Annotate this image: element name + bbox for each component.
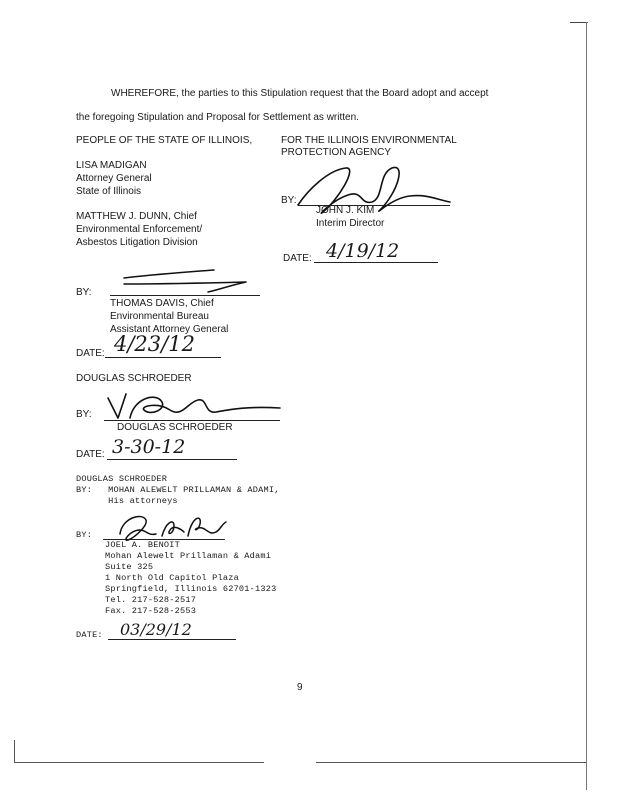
- chief-division-2: Asbestos Litigation Division: [76, 237, 198, 248]
- scan-mark-left-edge: [14, 740, 15, 762]
- attorneys-line-3: His attorneys: [76, 496, 178, 506]
- schroeder-date-label: DATE:: [76, 449, 105, 460]
- agency-heading-1: FOR THE ILLINOIS ENVIRONMENTAL: [281, 135, 457, 146]
- scan-mark-right-edge: [586, 22, 587, 790]
- schroeder-by-label: BY:: [76, 409, 92, 420]
- davis-date-line: [105, 357, 221, 358]
- attorneys-line-2: BY: MOHAN ALEWELT PRILLAMAN & ADAMI,: [76, 485, 280, 495]
- ag-state: State of Illinois: [76, 186, 142, 197]
- davis-title-2: Assistant Attorney General: [110, 324, 229, 335]
- agency-date-line: [314, 262, 438, 263]
- scan-mark-bottom-right: [316, 762, 586, 763]
- people-heading: PEOPLE OF THE STATE OF ILLINOIS,: [76, 135, 253, 146]
- benoit-address-3: 1 North Old Capitol Plaza: [105, 573, 239, 583]
- benoit-address-1: Mohan Alewelt Prillaman & Adami: [105, 551, 272, 561]
- benoit-name: JOEL A. BENOIT: [105, 540, 180, 550]
- schroeder-date-value: 3-30-12: [112, 436, 186, 458]
- agency-heading-2: PROTECTION AGENCY: [281, 147, 392, 158]
- chief-name: MATTHEW J. DUNN, Chief: [76, 211, 197, 222]
- schroeder-heading: DOUGLAS SCHROEDER: [76, 373, 192, 384]
- davis-name: THOMAS DAVIS, Chief: [110, 298, 214, 309]
- benoit-by-label: BY:: [76, 530, 93, 540]
- schroeder-signer-name: DOUGLAS SCHROEDER: [117, 422, 233, 433]
- agency-signer-title: Interim Director: [316, 218, 385, 229]
- chief-division-1: Environmental Enforcement/: [76, 224, 203, 235]
- page-number: 9: [297, 682, 303, 693]
- agency-by-label: BY:: [281, 195, 297, 206]
- benoit-address-4: Springfield, Illinois 62701-1323: [105, 584, 277, 594]
- intro-line-2: the foregoing Stipulation and Proposal for Settlement as written.: [76, 112, 359, 123]
- ag-title: Attorney General: [76, 173, 152, 184]
- benoit-tel: Tel. 217-528-2517: [105, 595, 197, 605]
- davis-date-value: 4/23/12: [114, 332, 195, 356]
- agency-signer-name: JOHN J. KIM: [316, 205, 375, 216]
- intro-line-1: WHEREFORE, the parties to this Stipulation request that the Board adopt and accept: [111, 88, 489, 99]
- benoit-date-value: 03/29/12: [120, 620, 192, 639]
- davis-by-label: BY:: [76, 287, 92, 298]
- benoit-date-line: [108, 639, 236, 640]
- scan-mark-bottom-left: [14, 762, 264, 763]
- schroeder-date-line: [107, 459, 237, 460]
- benoit-date-label: DATE:: [76, 630, 103, 640]
- benoit-fax: Fax. 217-528-2553: [105, 606, 197, 616]
- attorneys-line-1: DOUGLAS SCHROEDER: [76, 474, 168, 484]
- ag-name: LISA MADIGAN: [76, 160, 147, 171]
- davis-signature: [118, 266, 258, 296]
- davis-date-label: DATE:: [76, 348, 105, 359]
- davis-title-1: Environmental Bureau: [110, 311, 209, 322]
- agency-date-value: 4/19/12: [326, 240, 400, 262]
- benoit-address-2: Suite 325: [105, 562, 154, 572]
- agency-date-label: DATE:: [283, 253, 312, 264]
